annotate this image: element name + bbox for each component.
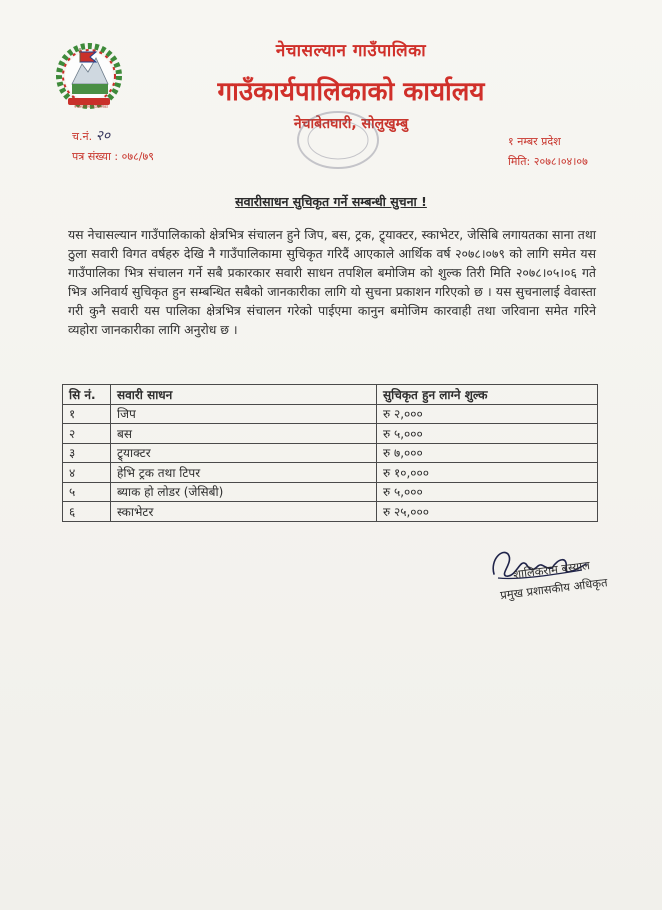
- table-row: [63, 502, 598, 522]
- emblem-caption: नेचासल्यान गाउँपालिका: [74, 104, 108, 109]
- office-address: नेचाबेतघारी, सोलुखुम्बु: [293, 116, 409, 132]
- signer-name: शालिकराम बस्याल: [512, 558, 591, 582]
- vehicle-cell: बस: [111, 424, 377, 444]
- date-line: [508, 152, 588, 172]
- table-row: [63, 463, 598, 483]
- table-row: [63, 424, 598, 444]
- fee-cell: रु ५,०००: [377, 482, 598, 502]
- fee-cell: रु १०,०००: [377, 463, 598, 483]
- vehicle-cell: ब्याक हो लोडर (जेसिबी): [111, 482, 377, 502]
- letter-number-line: [72, 147, 154, 167]
- office-stamp-icon: [288, 108, 388, 172]
- municipality-name: नेचासल्यान गाउँपालिका: [275, 41, 427, 61]
- table-header-row: [63, 385, 598, 405]
- serial-cell: १: [63, 404, 111, 424]
- header-fee: सुचिकृत हुन लाग्ने शुल्क: [377, 385, 598, 405]
- letter-number-label: पत्र संख्या :: [72, 150, 119, 163]
- table-row: [63, 482, 598, 502]
- office-title: गाउँकार्यपालिकाको कार्यालय: [217, 77, 485, 107]
- fee-cell: रु २५,०००: [377, 502, 598, 522]
- header-vehicle: सवारी साधन: [111, 385, 377, 405]
- dispatch-label: च.नं.: [72, 130, 93, 143]
- table-row: [63, 404, 598, 424]
- header-serial: सि नं.: [63, 385, 111, 405]
- fee-cell: रु ५,०००: [377, 424, 598, 444]
- serial-cell: ३: [63, 443, 111, 463]
- serial-cell: ५: [63, 482, 111, 502]
- vehicle-cell: ट्र्याक्टर: [111, 443, 377, 463]
- fee-cell: रु ७,०००: [377, 443, 598, 463]
- signer-title: प्रमुख प्रशासकीय अधिकृत: [499, 575, 609, 603]
- notice-subject: सवारीसाधन सुचिकृत गर्ने सम्बन्धी सुचना !: [235, 194, 427, 209]
- vehicle-fee-table: [62, 384, 598, 522]
- vehicle-cell: जिप: [111, 404, 377, 424]
- letter-number: ०७८/७९: [121, 150, 154, 163]
- date: २०७८।०४।०७: [533, 155, 588, 168]
- dispatch-number: २०: [95, 128, 111, 144]
- fee-cell: रु २,०००: [377, 404, 598, 424]
- vehicle-cell: हेभि ट्रक तथा टिपर: [111, 463, 377, 483]
- reference-block: [72, 126, 154, 167]
- notice-body: यस नेचासल्यान गाउँपालिकाको क्षेत्रभित्र संचालन हुने जिप, बस, ट्रक, ट्र्याक्टर, स्काभेटर, जेसिबि लगायतका साना तथा ठुला सवारी विगत वर्षहरु देखि नै गाउँपालिकामा सुचिकृत गरिदैं आएकाले आर्थिक वर्ष २०७८।०७९ को लागि समेत यस गाउँपालिका भित्र संचालन गर्ने सबै प्रकारकार सवारी साधन तपशिल बमोजिम को शुल्क तिरी मिति २०७८।०५।०६ गते भित्र अनिवार्य सुचिकृत हुन सम्बन्धित सबैको जानकारीका लागि यो सुचना प्रकाशन गरिएको छ । यस सुचनालाई वेवास्ता गरी कुनै सवारी यस पालिका क्षेत्रभित्र संचालन गरेको पाईएमा कानुन बमोजिम कारवाही तथा जरिवाना समेत गरिने व्यहोरा जानकारीका लागि अनुरोध छ ।: [68, 227, 596, 337]
- province: १ नम्बर प्रदेश: [508, 135, 561, 148]
- serial-cell: ६: [63, 502, 111, 522]
- province-date-block: [508, 132, 588, 172]
- vehicle-cell: स्काभेटर: [111, 502, 377, 522]
- dispatch-number-line: [72, 126, 154, 147]
- serial-cell: २: [63, 424, 111, 444]
- table-row: [63, 443, 598, 463]
- serial-cell: ४: [63, 463, 111, 483]
- date-label: मिति:: [508, 155, 531, 168]
